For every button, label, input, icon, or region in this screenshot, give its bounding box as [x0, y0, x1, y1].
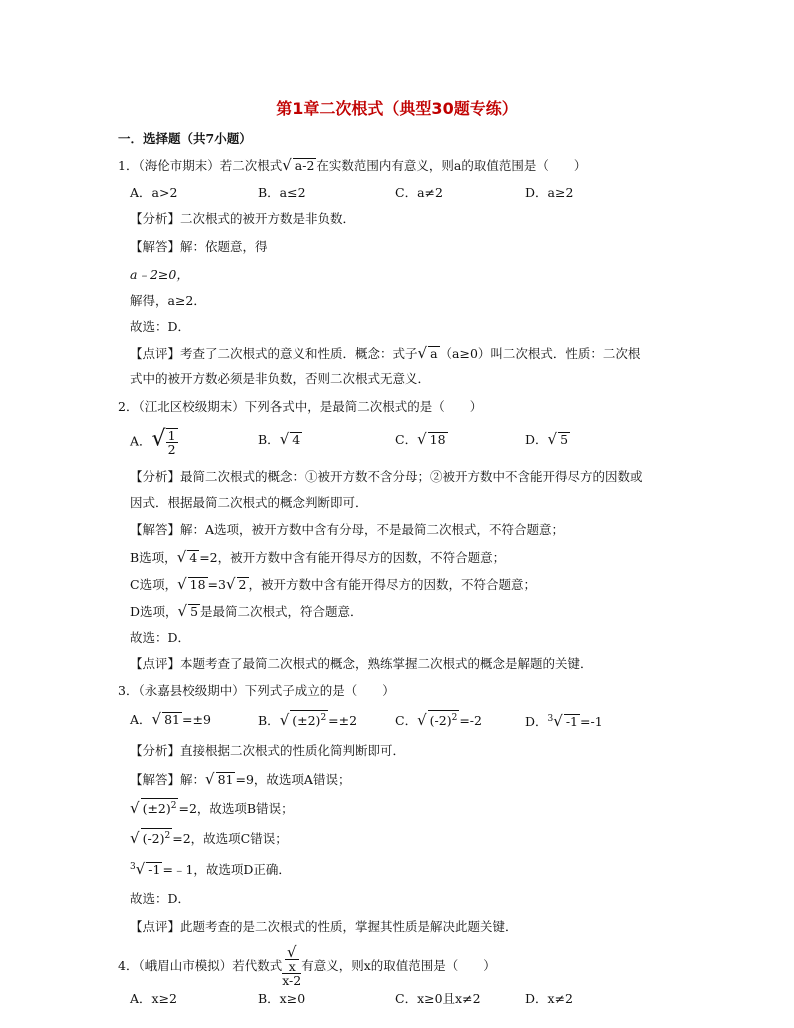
- q2-option-a: A．√ $\frac{1}{2}$: [130, 426, 176, 457]
- q2-answer: 【解答】解：A选项，被开方数中含有分母，不是最简二次根式，不符合题意；: [130, 522, 565, 537]
- q2-analysis: 【分析】最简二次根式的概念：①被开方数不含分母；②被开方数中不含能开得尽方的因数或: [130, 469, 643, 484]
- q1-option-d: D．a≥2: [525, 185, 574, 200]
- q1-review: 【点评】考查了二次根式的意义和性质．概念：式子√ a （a≥0）叫二次根式．性质：二次根: [130, 344, 641, 362]
- q1-stem: 1．（海伦市期末）若二次根式√ a-2 在实数范围内有意义，则a的取值范围是（ ）: [118, 156, 587, 174]
- q3-review: 【点评】此题考查的是二次根式的性质，掌握其性质是解决此题关键．: [130, 919, 518, 934]
- q3-option-a: A．√ 81 =±9: [130, 710, 211, 728]
- q3-option-c: C．√ $(-2)^2 =-2$: [395, 711, 482, 730]
- q1-answer-head: 【解答】解：依题意，得: [130, 239, 268, 254]
- q3-answer-b: √ $(\pm 2)^2 =2$，故选项B错误；: [130, 799, 294, 818]
- q1-option-a: A．a>2: [130, 185, 178, 200]
- q3-answer-d: $^3$√ -1 =﹣1，故选项D正确．: [130, 860, 291, 879]
- section-heading: 一．选择题（共7小题）: [118, 131, 252, 146]
- q1-option-c: C．a≠2: [395, 185, 443, 200]
- q3-answer: 【解答】解：√ 81 =9，故选项A错误；: [130, 770, 351, 788]
- q3-option-b: B．√ $(\pm 2)^2 =\pm 2$: [258, 711, 358, 730]
- q2-review: 【点评】本题考查了最简二次根式的概念，熟练掌握二次根式的概念是解题的关键．: [130, 656, 593, 671]
- q1-review-cont: 式中的被开方数必须是非负数，否则二次根式无意义．: [130, 371, 431, 386]
- q4-option-c: C．x≥0且x≠2: [395, 991, 481, 1006]
- q3-option-d: D．$^3$√ -1 =-1: [525, 712, 603, 731]
- q4-option-d: D．x≠2: [525, 991, 573, 1006]
- q3-stem: 3．（永嘉县校级期中）下列式子成立的是（ ）: [118, 683, 395, 698]
- q2-analysis-cont: 因式．根据最简二次根式的概念判断即可．: [130, 495, 368, 510]
- q4-option-a: A．x≥2: [130, 991, 178, 1006]
- q2-option-d: D．√ 5: [525, 430, 569, 448]
- q2-option-c: C．√ 18: [395, 430, 446, 448]
- q2-choice: 故选：D．: [130, 630, 191, 645]
- q4-option-b: B．x≥0: [258, 991, 306, 1006]
- q2-answer-c: C选项，√ 18 =3√ 2 ，被开方数中含有能开得尽方的因数，不符合题意；: [130, 575, 537, 593]
- q4-stem: 4．（峨眉山市模拟）若代数式 √ x x-2 有意义，则x的取值范围是（ ）: [118, 943, 496, 988]
- q3-analysis: 【分析】直接根据二次根式的性质化简判断即可．: [130, 743, 406, 758]
- q1-choice: 故选：D．: [130, 319, 191, 334]
- q2-answer-d: D选项，√ 5 是最简二次根式，符合题意．: [130, 602, 363, 620]
- q2-option-b: B．√ 4: [258, 430, 301, 448]
- q1-step1: a﹣2≥0，: [130, 267, 189, 282]
- q1-step2: 解得，a≥2．: [130, 293, 206, 308]
- q3-choice: 故选：D．: [130, 891, 191, 906]
- q2-stem: 2．（江北区校级期末）下列各式中，是最简二次根式的是（ ）: [118, 399, 483, 414]
- q2-answer-b: B选项，√ 4 =2，被开方数中含有能开得尽方的因数，不符合题意；: [130, 548, 506, 566]
- q3-answer-c: √ $(-2)^2 =2$，故选项C错误；: [130, 829, 288, 848]
- q1-radicand: a-2: [294, 158, 315, 173]
- q1-analysis: 【分析】二次根式的被开方数是非负数．: [130, 211, 356, 226]
- q1-option-b: B．a≤2: [258, 185, 306, 200]
- page-title: 第1章二次根式（典型30题专练）: [276, 99, 518, 118]
